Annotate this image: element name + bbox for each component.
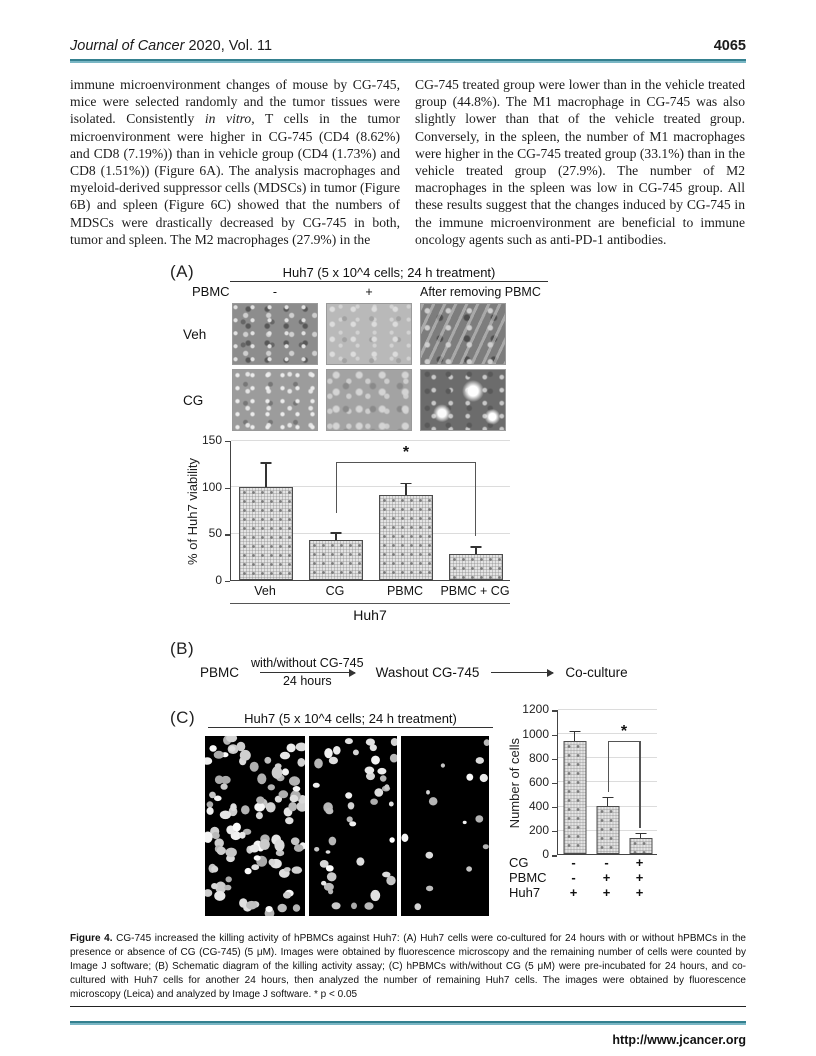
cell-dot (278, 904, 287, 913)
cell-dot (326, 851, 331, 855)
cell-dot (347, 817, 353, 823)
fluorescence-image-2 (309, 736, 397, 916)
error-bar-cap (635, 833, 646, 834)
cell-dot (266, 906, 273, 912)
right-arrow-icon (260, 672, 355, 673)
cell-dot (264, 757, 271, 764)
condition-value: - (604, 855, 609, 871)
cell-dot (256, 812, 263, 819)
cell-dot (321, 881, 326, 886)
arrow-1-bottom-label: 24 hours (282, 674, 332, 689)
y-tick-label: 150 (201, 433, 222, 448)
bar (629, 838, 652, 854)
plot-area (557, 710, 657, 855)
y-tick-label: 600 (528, 774, 549, 789)
panel-a-header (170, 262, 752, 282)
cell-dot (241, 806, 250, 815)
cell-dot (226, 848, 237, 858)
cell-count-bar-chart (506, 702, 657, 916)
cell-dot (229, 746, 236, 752)
cell-dot (351, 903, 357, 910)
x-axis-group (230, 603, 510, 623)
cell-dot (384, 785, 389, 791)
cell-dot (246, 901, 257, 910)
cell-dot (483, 845, 489, 850)
cell-dot (245, 868, 252, 874)
cell-dot (364, 903, 373, 910)
cell-dot (207, 808, 214, 816)
y-tick-label: 400 (528, 799, 549, 814)
cell-dot (348, 803, 355, 810)
y-tick-label: 1200 (522, 702, 549, 717)
error-bar-cap (261, 462, 272, 463)
condition-value: + (635, 855, 644, 871)
cell-dot (214, 751, 224, 759)
footer-url[interactable]: http://www.jcancer.org (612, 1033, 746, 1048)
cell-dot (254, 803, 265, 812)
figure-caption (70, 932, 746, 1007)
right-column: CG-745 treated group were lower than in the vehicle treated group (44.8%). The M1 macrophage in CG-745 was also slightly lower than that of the vehicle treated group. Conversely, in the spleen, the number of M1 macrophages were higher in the CG-745 treated group (33.1%) than in the vehicle treated group (27.9%). The number of M2 macrophages in the spleen was low in CG-745 group. All these results suggest that the changes induced by CG-745 in the immune microenvironment are beneficial to immune oncology agents such as anti-PD-1 antibodies. (415, 77, 745, 247)
cell-dot (287, 744, 296, 753)
micrograph-cg-minus (232, 369, 318, 431)
cell-dot (257, 774, 266, 785)
x-tick-label: PBMC + CG (440, 584, 510, 599)
row-label-veh: Veh (183, 326, 207, 342)
figure-caption-text: CG-745 increased the killing activity of hPBMCs against Huh7: (A) Huh7 cells were co-cultured for 24 hours with or without hPBMCs in the presence or absence of CG (CG-745) (5 μM). Images were obtained by fluorescence microscopy and the remaining number of cells were counted by Image J software; (B) Schematic diagram of the killing activity assay; (C) hPBMCs with/without CG (5 μM) were pre-incubated for 24 hours, and co-cultured with Huh7 cells for another 24 hours, then analyzed the number of remaining Huh7 cells. The images were obtained by fluorescence microscopy (Leica) and analyzed by Image J software. * p < 0.05 (70, 933, 746, 1000)
cell-dot (207, 802, 214, 808)
cell-dot (389, 802, 394, 807)
cell-dot (221, 784, 228, 790)
cell-dot (249, 845, 259, 853)
panel-a (170, 262, 752, 623)
micrograph-cg-plus (326, 369, 412, 431)
cell-dot (211, 883, 218, 889)
cell-dot (260, 840, 270, 851)
cell-dot (209, 792, 216, 799)
error-bar (405, 483, 406, 495)
y-tick-mark (225, 581, 230, 582)
micrograph-veh-after-removing (420, 303, 506, 365)
cell-dot (463, 821, 467, 824)
y-tick-label: 50 (208, 526, 222, 541)
cell-dot (329, 837, 337, 846)
cell-dot (365, 767, 375, 775)
condition-value: + (635, 870, 644, 886)
y-tick-label: 800 (528, 750, 549, 765)
schematic-arrow-1-block (251, 655, 364, 690)
cell-dot (240, 750, 251, 761)
viability-bar-chart (184, 433, 752, 624)
cell-dot (291, 838, 300, 846)
cell-dot (220, 811, 231, 820)
cell-dot (429, 798, 438, 806)
cell-dot (313, 783, 320, 788)
condition-row-label: Huh7 (509, 885, 541, 901)
footer-rule (70, 1021, 746, 1025)
cell-dot (332, 903, 341, 910)
schematic-start: PBMC (200, 665, 240, 681)
article-body (70, 76, 746, 248)
cell-dot (293, 905, 300, 913)
bar (309, 540, 363, 580)
cell-dot (475, 816, 483, 823)
schematic-end: Co-culture (565, 665, 628, 681)
journal-title-rest: 2020, Vol. 11 (184, 38, 273, 54)
cell-dot (329, 757, 338, 764)
panel-c-header (170, 708, 495, 728)
cell-dot (466, 774, 473, 781)
cell-dot (345, 793, 352, 799)
left-column-italic-text: in vitro (204, 111, 252, 127)
cell-dot (280, 752, 290, 760)
cell-dot (214, 891, 225, 901)
cell-dot (426, 886, 433, 892)
error-bar (335, 532, 336, 539)
panel-c (170, 702, 752, 916)
cell-dot (284, 868, 291, 873)
condition-row (507, 871, 657, 885)
cell-dot (239, 832, 245, 839)
error-bar (607, 797, 608, 806)
cell-dot (371, 756, 380, 765)
cell-dot (325, 808, 333, 815)
cell-dot (380, 776, 387, 782)
condition-value: + (635, 885, 644, 901)
cell-dot (288, 802, 297, 811)
panel-a-micrograph-grid (170, 284, 752, 431)
arrow-2-top-spacer (521, 655, 524, 672)
plot-area (230, 441, 510, 581)
cell-dot (233, 823, 241, 832)
panel-b-label: (B) (170, 639, 195, 659)
figure-4 (70, 262, 752, 1007)
significance-star: * (402, 444, 410, 462)
cell-dot (230, 804, 237, 812)
panel-a-title: Huh7 (5 x 10^4 cells; 24 h treatment) (230, 265, 548, 282)
cell-dot (251, 865, 259, 871)
pbmc-row-header: PBMC (192, 284, 230, 300)
bar (239, 487, 293, 580)
cell-dot (441, 764, 445, 768)
bar (563, 741, 586, 854)
error-bar (574, 731, 575, 741)
error-bar (265, 462, 266, 486)
cell-dot (333, 746, 341, 755)
cell-dot (272, 767, 283, 780)
cell-dot (296, 743, 305, 752)
condition-value: + (602, 885, 611, 901)
x-tick-label: Veh (254, 584, 276, 599)
cell-dot (377, 768, 386, 775)
cell-dot (293, 786, 301, 792)
cell-dot (269, 859, 276, 866)
left-column-text: immune microenvironment changes of mouse by CG-745, mice were selected randomly and the tumor tissues were isolated. Consistently (70, 77, 400, 127)
condition-row-label: PBMC (509, 870, 547, 886)
y-tick-label: 0 (215, 573, 222, 588)
cell-dot (256, 797, 264, 804)
y-tick-label: 100 (201, 479, 222, 494)
schematic-middle: Washout CG-745 (375, 665, 480, 681)
condition-value: - (571, 855, 576, 871)
error-bar-cap (569, 731, 580, 732)
condition-row (507, 886, 657, 900)
cell-dot (282, 769, 289, 776)
y-tick-label: 0 (542, 847, 549, 862)
error-bar-cap (471, 546, 482, 547)
cell-dot (356, 858, 364, 866)
bar (596, 806, 619, 854)
arrow-2-bottom-spacer (521, 673, 524, 690)
cell-dot (382, 872, 390, 878)
micrograph-cg-after-removing (420, 369, 506, 431)
cell-dot (366, 739, 375, 746)
cell-dot (268, 785, 275, 791)
condition-value: - (571, 870, 576, 886)
error-bar-cap (401, 483, 412, 484)
panel-c-left (170, 708, 495, 916)
cell-dot (326, 866, 334, 872)
journal-title (70, 38, 272, 54)
cell-dot (466, 867, 472, 872)
cell-dot (274, 840, 284, 852)
cell-dot (292, 867, 303, 874)
error-bar-cap (602, 797, 613, 798)
col-label-after-removing-pbmc: After removing PBMC (420, 284, 541, 299)
cell-dot (389, 838, 394, 844)
cell-dot (226, 877, 232, 883)
error-bar-cap (331, 532, 342, 533)
y-axis-label: % of Huh7 viability (184, 457, 200, 565)
cell-dot (294, 845, 304, 853)
x-tick-label: CG (325, 584, 345, 599)
figure-caption-label: Figure 4. (70, 933, 113, 945)
cell-dot (480, 774, 488, 782)
cell-dot (254, 856, 261, 861)
cell-dot (370, 799, 378, 805)
cell-dot (224, 885, 231, 891)
col-label-plus: + (365, 284, 373, 299)
cell-dot (212, 832, 220, 839)
cell-dot (250, 762, 259, 772)
cell-dot (290, 795, 299, 802)
bar (379, 495, 433, 580)
cell-dot (415, 904, 422, 911)
cell-dot (345, 739, 353, 745)
fluorescence-image-3 (401, 736, 489, 916)
cell-dot (297, 758, 305, 767)
page-number: 4065 (713, 38, 746, 54)
x-axis-group-label: Huh7 (353, 607, 387, 624)
cell-dot (279, 791, 289, 799)
panel-a-label: (A) (170, 262, 195, 282)
condition-value: + (602, 870, 611, 886)
cell-dot (266, 803, 276, 813)
cell-dot (390, 754, 397, 763)
cell-dot (283, 892, 291, 899)
micrograph-veh-plus (326, 303, 412, 365)
error-bar (640, 833, 641, 838)
micrograph-veh-minus (232, 303, 318, 365)
cell-dot (374, 789, 383, 798)
cell-dot (209, 746, 216, 753)
cell-dot (426, 791, 430, 795)
panel-c-label: (C) (170, 708, 196, 728)
left-column (70, 76, 400, 248)
journal-title-italic: Journal of Cancer (70, 38, 185, 54)
x-tick-label: PBMC (386, 584, 424, 599)
cell-dot (324, 749, 332, 759)
right-arrow-icon (491, 672, 553, 673)
arrow-1-top-label: with/without CG-745 (251, 656, 364, 671)
cell-dot (285, 818, 293, 825)
left-column-text-cont: , T cells in the tumor microenvironment were higher in CG-745 (CD4 (8.62%) and CD8 (7.19%)) than in vehicle group (CD4 (1.73%) and CD8 (1.51%)) (Figure 6A). The analysis macrophages and myeloid-derived suppressor cells (MDSCs) in tumor (Figure 6B) and spleen (Figure 6C) showed that the numbers of MDSCs were drastically decreased by CG-745 in both, tumor and spleen. The M2 macrophages (27.9%) in the (70, 111, 400, 247)
condition-row (507, 856, 657, 870)
error-bar (475, 546, 476, 553)
cell-dot (327, 873, 337, 882)
fluorescence-image-1 (205, 736, 305, 916)
cell-dot (205, 890, 212, 898)
panel-c-title: Huh7 (5 x 10^4 cells; 24 h treatment) (208, 711, 493, 728)
cell-dot (370, 890, 380, 901)
cell-dot (205, 758, 212, 766)
panel-b-schematic (200, 655, 752, 690)
cell-dot (401, 834, 408, 842)
cell-dot (391, 738, 397, 746)
cell-dot (484, 740, 489, 747)
cell-dot (314, 759, 323, 769)
condition-row-label: CG (509, 855, 529, 871)
page-header (70, 38, 746, 59)
header-rule (70, 59, 746, 63)
significance-bracket (336, 444, 476, 463)
bar (449, 554, 503, 580)
cell-dot (211, 866, 218, 873)
panel-b (170, 639, 752, 690)
y-tick-mark (552, 855, 557, 856)
significance-bracket (608, 722, 641, 742)
condition-value: + (569, 885, 578, 901)
cell-dot (314, 847, 319, 852)
cell-dot (289, 777, 300, 787)
significance-star: * (620, 722, 628, 740)
cell-dot (328, 889, 333, 894)
cell-dot (353, 750, 359, 756)
y-axis-label: Number of cells (506, 737, 522, 829)
col-label-minus: - (272, 284, 278, 299)
x-axis-group-line (230, 603, 510, 604)
cell-dot (476, 758, 484, 765)
y-tick-label: 200 (528, 823, 549, 838)
schematic-arrow-2-block (491, 655, 553, 690)
row-label-cg: CG (183, 392, 204, 408)
cell-dot (426, 852, 434, 859)
cell-dot (221, 776, 231, 784)
y-tick-label: 1000 (522, 726, 549, 741)
fluorescence-images (205, 736, 495, 916)
cell-dot (217, 847, 226, 856)
